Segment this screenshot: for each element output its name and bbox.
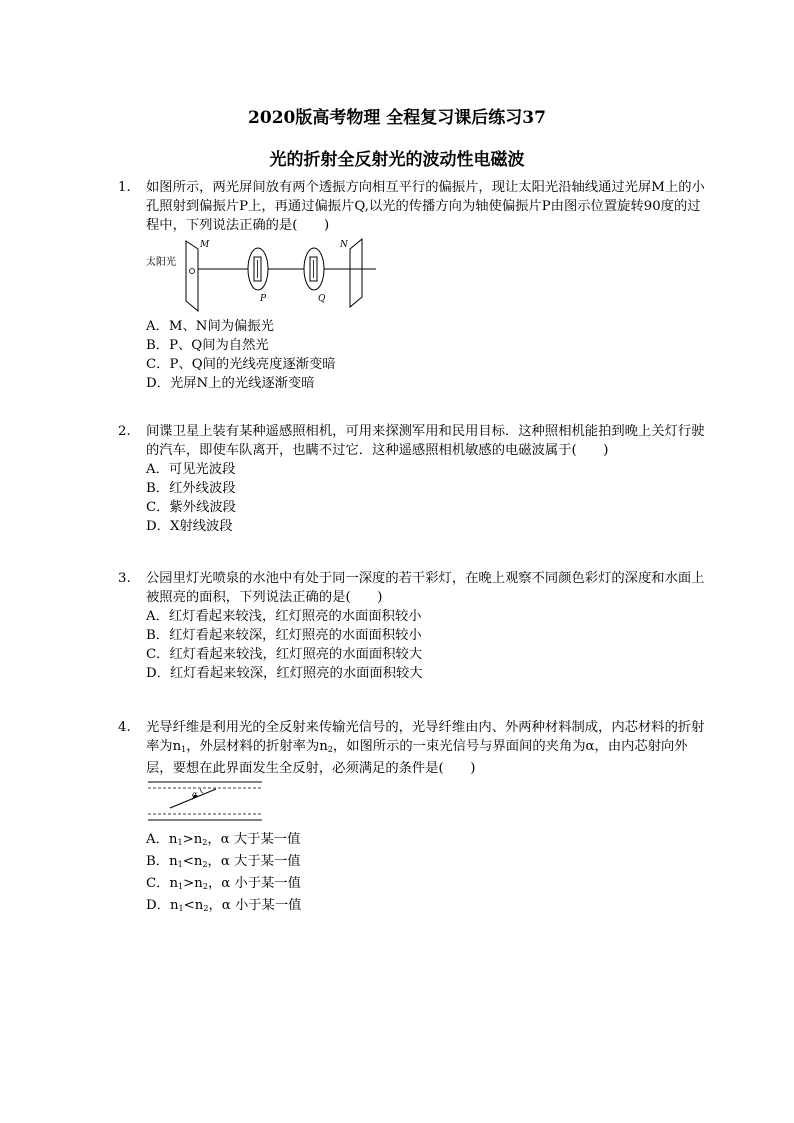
sun-light-label: 太阳光 [146,257,176,268]
question-stem [118,718,708,778]
question-stem [118,569,708,607]
option-b: B．红灯看起来较深，红灯照亮的水面面积较小 [146,628,422,643]
label-n: N [340,240,348,250]
question-text: 如图所示，两光屏间放有两个透振方向相互平行的偏振片，现让太阳光沿轴线通过光屏M上的小孔照射到偏振片P上，再通过偏振片Q,以光的传播方向为轴使偏振片P由图示位置旋转90度的过程中，下列说法正确的是( ) [146,180,705,233]
option-b: B．$n_1<n_2$，α 大于某一值 [146,854,301,869]
option-a: A．红灯看起来较浅，红灯照亮的水面面积较小 [146,609,422,624]
question-1 [118,178,708,393]
question-text: 光导纤维是利用光的全反射来传输光信号的，光导纤维由内、外两种材料制成，内芯材料的折射率为$n_1$，外层材料的折射率为$n_2$，如图所示的一束光信号与界面间的夹角为α，由内芯射向外层，要想在此界面发生全反射，必须满足的条件是( ) [146,720,705,776]
question-number: 2. [118,424,131,439]
question-text: 间谍卫星上装有某种遥感照相机，可用来探测军用和民用目标．这种照相机能拍到晚上关灯行驶的汽车，即使车队离开，也瞒不过它．这种遥感照相机敏感的电磁波属于( ) [146,424,705,458]
option-b: B．红外线波段 [146,481,236,496]
alpha-label: α [192,790,198,799]
option-c: C．$n_1>n_2$，α 小于某一值 [146,876,301,891]
option-c: C．红灯看起来较浅，红灯照亮的水面面积较大 [146,647,423,662]
label-p: P [260,294,267,304]
option-d: D．红灯看起来较深，红灯照亮的水面面积较大 [146,666,423,681]
page-title: 2020版高考物理 全程复习课后练习37 [248,108,546,128]
option-c: C．P、Q间的光线亮度逐渐变暗 [146,357,336,372]
optical-fiber-figure [146,778,266,830]
question-3 [118,569,708,683]
option-c: C．紫外线波段 [146,500,236,515]
polarizer-figure [146,235,376,317]
option-b: B．P、Q间为自然光 [146,338,269,353]
question-text: 公园里灯光喷泉的水池中有处于同一深度的若干彩灯，在晚上观察不同颜色彩灯的深度和水面上被照亮的面积，下列说法正确的是( ) [146,571,705,605]
page-subtitle: 光的折射全反射光的波动性电磁波 [269,150,525,170]
option-d: D．光屏N上的光线逐渐变暗 [146,376,315,391]
label-m: M [200,240,210,250]
question-stem [118,422,708,460]
option-d: D．X射线波段 [146,519,233,534]
question-number: 1. [118,180,131,195]
option-a: A．M、N间为偏振光 [146,319,274,334]
question-number: 4. [118,720,131,735]
option-d: D．$n_1<n_2$，α 小于某一值 [146,898,302,913]
question-number: 3. [118,571,131,586]
question-stem [118,178,708,235]
question-2 [118,422,708,536]
question-4 [118,718,708,918]
label-q: Q [318,294,326,304]
option-a: A．可见光波段 [146,462,236,477]
option-a: A．$n_1>n_2$，α 大于某一值 [146,832,301,847]
